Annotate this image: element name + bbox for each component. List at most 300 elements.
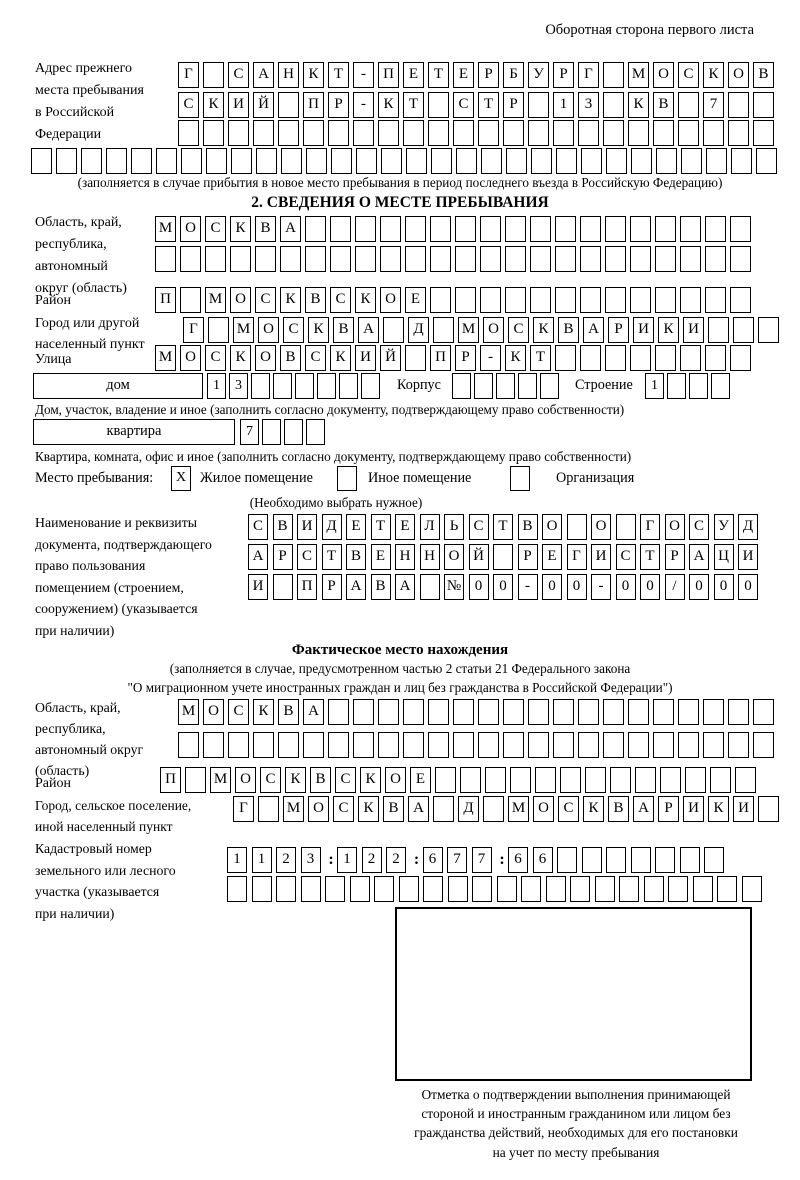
char-cell [535, 767, 556, 793]
char-cell [603, 732, 624, 758]
char-cell: С [297, 544, 317, 570]
char-cell: 6 [533, 847, 553, 873]
char-cell [353, 699, 374, 725]
char-cell: Р [273, 544, 293, 570]
char-cell [205, 246, 226, 272]
char-cell [680, 345, 701, 371]
char-cell [530, 287, 551, 313]
char-cell: - [480, 345, 501, 371]
char-cell: В [383, 796, 404, 822]
char-cell [156, 148, 177, 174]
char-cell [540, 373, 559, 399]
char-cell [546, 876, 566, 902]
char-cell [505, 246, 526, 272]
char-cell [630, 345, 651, 371]
char-cell [281, 148, 302, 174]
char-cell [256, 148, 277, 174]
char-cell: П [303, 92, 324, 118]
region-label [35, 212, 127, 300]
char-cell: Р [328, 92, 349, 118]
char-cell [330, 246, 351, 272]
char-cell [653, 699, 674, 725]
char-cell: 6 [508, 847, 528, 873]
char-cell [276, 876, 296, 902]
char-cell [331, 148, 352, 174]
char-cell [756, 148, 777, 174]
char-cell: Е [371, 544, 391, 570]
label-line: Город, сельское поселение, [35, 798, 192, 813]
char-cell [355, 246, 376, 272]
char-cell [505, 287, 526, 313]
char-cell [258, 796, 279, 822]
char-cell [556, 148, 577, 174]
house-caption: Дом, участок, владение и иное (заполнить согласно документу, подтверждающему право собственности) [35, 402, 625, 417]
char-cell: М [155, 216, 176, 242]
char-cell: Г [183, 317, 204, 343]
prev-address-row-3 [178, 120, 778, 146]
char-cell [528, 699, 549, 725]
house-number-row [207, 373, 383, 399]
char-cell: М [155, 345, 176, 371]
char-cell: Е [453, 62, 474, 88]
char-cell: С [228, 62, 249, 88]
char-cell [678, 732, 699, 758]
char-cell: К [708, 796, 729, 822]
actual-location-note [0, 660, 800, 697]
char-cell: Е [410, 767, 431, 793]
char-cell [253, 732, 274, 758]
char-cell [655, 345, 676, 371]
house-box: дом [33, 373, 203, 399]
char-cell: И [633, 317, 654, 343]
prev-address-label [35, 58, 144, 146]
confirmation-stamp-box [395, 907, 752, 1081]
char-cell [628, 732, 649, 758]
char-cell: В [305, 287, 326, 313]
char-cell [655, 216, 676, 242]
apartment-number-row [240, 419, 328, 445]
char-cell: К [658, 317, 679, 343]
char-cell: Й [380, 345, 401, 371]
apartment-caption: Квартира, комната, офис и иное (заполнить согласно документу, подтверждающему право собственности) [35, 449, 632, 464]
char-cell: Й [469, 544, 489, 570]
char-cell [728, 732, 749, 758]
char-cell [570, 876, 590, 902]
char-cell: В [255, 216, 276, 242]
char-cell: О [542, 514, 562, 540]
char-cell: 2 [276, 847, 296, 873]
colon-separator: : [413, 851, 420, 868]
char-cell [453, 120, 474, 146]
char-cell: С [260, 767, 281, 793]
char-cell [483, 796, 504, 822]
char-cell: О [653, 62, 674, 88]
char-cell [693, 876, 713, 902]
district-label: Район [35, 293, 71, 308]
char-cell [355, 216, 376, 242]
char-cell [733, 317, 754, 343]
label-line: (область) [35, 763, 90, 778]
prev-address-row-4 [31, 148, 781, 174]
label-line: гражданства действий, необходимых для его постановки [414, 1125, 738, 1141]
char-cell [317, 373, 336, 399]
char-cell [758, 317, 779, 343]
char-cell: Р [658, 796, 679, 822]
char-cell [567, 514, 587, 540]
char-cell: А [689, 544, 709, 570]
char-cell [711, 373, 730, 399]
char-cell [405, 345, 426, 371]
char-cell: Р [553, 62, 574, 88]
char-cell: Е [346, 514, 366, 540]
char-cell: Л [420, 514, 440, 540]
char-cell [753, 699, 774, 725]
char-cell: Г [567, 544, 587, 570]
char-cell: М [283, 796, 304, 822]
char-cell: Т [371, 514, 391, 540]
actual-location-title: Фактическое место нахождения [291, 642, 509, 658]
char-cell: 1 [337, 847, 357, 873]
label-line: Область, край, [35, 215, 122, 230]
char-cell [753, 120, 774, 146]
char-cell [155, 246, 176, 272]
char-cell: 3 [578, 92, 599, 118]
char-cell: В [278, 699, 299, 725]
char-cell [703, 699, 724, 725]
char-cell: П [160, 767, 181, 793]
char-cell [453, 699, 474, 725]
char-cell: 1 [207, 373, 226, 399]
char-cell [678, 699, 699, 725]
char-cell [630, 216, 651, 242]
char-cell [478, 732, 499, 758]
char-cell: 0 [469, 574, 489, 600]
char-cell [685, 767, 706, 793]
fact-region-row-1 [178, 699, 778, 725]
char-cell [706, 148, 727, 174]
label-line: на учет по месту пребывания [492, 1144, 660, 1160]
char-cell [403, 699, 424, 725]
char-cell [31, 148, 52, 174]
char-cell [580, 345, 601, 371]
char-cell: М [233, 317, 254, 343]
char-cell [178, 120, 199, 146]
char-cell [555, 345, 576, 371]
char-cell: А [253, 62, 274, 88]
char-cell: С [678, 62, 699, 88]
char-cell: С [558, 796, 579, 822]
char-cell: С [453, 92, 474, 118]
char-cell: И [297, 514, 317, 540]
char-cell: С [205, 216, 226, 242]
char-cell: 3 [301, 847, 321, 873]
char-cell [231, 148, 252, 174]
char-cell: А [583, 317, 604, 343]
char-cell [228, 120, 249, 146]
char-cell [728, 699, 749, 725]
label-line: "О миграционном учете иностранных граждан и лиц без гражданства в Российской Федерации") [127, 679, 673, 695]
label-line: право пользования [35, 558, 146, 573]
char-cell: 2 [362, 847, 382, 873]
section2-title: 2. СВЕДЕНИЯ О МЕСТЕ ПРЕБЫВАНИЯ [251, 194, 549, 211]
char-cell [708, 317, 729, 343]
char-cell [603, 62, 624, 88]
char-cell [578, 732, 599, 758]
char-cell: Р [503, 92, 524, 118]
char-cell [555, 246, 576, 272]
char-cell: 1 [252, 847, 272, 873]
char-cell: К [308, 317, 329, 343]
char-cell [668, 876, 688, 902]
char-cell [603, 92, 624, 118]
char-cell: Ц [714, 544, 734, 570]
char-cell: А [395, 574, 415, 600]
char-cell: 0 [640, 574, 660, 600]
char-cell: С [333, 796, 354, 822]
char-cell [735, 767, 756, 793]
char-cell: В [608, 796, 629, 822]
char-cell [403, 120, 424, 146]
char-cell: С [305, 345, 326, 371]
char-cell: М [458, 317, 479, 343]
label-line: стороной и иностранным гражданином или лицом без [421, 1106, 731, 1122]
char-cell: А [248, 544, 268, 570]
char-cell: О [533, 796, 554, 822]
label-line: Адрес прежнего [35, 61, 132, 76]
char-cell: Т [493, 514, 513, 540]
char-cell [472, 876, 492, 902]
label-line: в Российской [35, 105, 115, 120]
char-cell [325, 876, 345, 902]
char-cell [595, 876, 615, 902]
char-cell [578, 120, 599, 146]
char-cell [306, 419, 325, 445]
char-cell: Т [328, 62, 349, 88]
char-cell [680, 847, 700, 873]
char-cell [295, 373, 314, 399]
char-cell: 6 [423, 847, 443, 873]
label-line: республика, [35, 721, 106, 736]
char-cell [730, 345, 751, 371]
residential-label: Жилое помещение [200, 470, 313, 486]
char-cell [555, 287, 576, 313]
char-cell: В [273, 514, 293, 540]
char-cell: 3 [229, 373, 248, 399]
char-cell: К [360, 767, 381, 793]
char-cell: Г [233, 796, 254, 822]
char-cell: Т [322, 544, 342, 570]
char-cell: О [380, 287, 401, 313]
char-cell: О [665, 514, 685, 540]
char-cell [656, 148, 677, 174]
label-line: Федерации [35, 127, 102, 142]
char-cell: Е [542, 544, 562, 570]
char-cell [631, 148, 652, 174]
char-cell [730, 287, 751, 313]
char-cell: К [628, 92, 649, 118]
char-cell [301, 876, 321, 902]
char-cell: П [430, 345, 451, 371]
char-cell [448, 876, 468, 902]
char-cell: С [689, 514, 709, 540]
char-cell [253, 120, 274, 146]
char-cell [305, 216, 326, 242]
char-cell [455, 246, 476, 272]
char-cell: 2 [386, 847, 406, 873]
char-cell: К [303, 62, 324, 88]
char-cell [531, 148, 552, 174]
char-cell [378, 699, 399, 725]
char-cell: К [285, 767, 306, 793]
char-cell [203, 120, 224, 146]
char-cell [430, 287, 451, 313]
char-cell: К [230, 345, 251, 371]
char-cell [430, 216, 451, 242]
char-cell [555, 216, 576, 242]
char-cell: В [518, 514, 538, 540]
char-cell [496, 373, 515, 399]
char-cell: Е [403, 62, 424, 88]
char-cell [480, 287, 501, 313]
colon-separator: : [328, 851, 334, 868]
char-cell [303, 120, 324, 146]
char-cell [405, 216, 426, 242]
char-cell: О [483, 317, 504, 343]
organization-checkbox [510, 466, 530, 491]
char-cell [497, 876, 517, 902]
char-cell [485, 767, 506, 793]
colon-separator: : [499, 851, 505, 868]
char-cell [460, 767, 481, 793]
char-cell [616, 514, 636, 540]
char-cell: О [235, 767, 256, 793]
label-line: при наличии) [35, 905, 115, 921]
char-cell [180, 246, 201, 272]
char-cell [262, 419, 281, 445]
char-cell [678, 120, 699, 146]
cadastral-row-1 [227, 847, 729, 873]
char-cell [680, 246, 701, 272]
char-cell: С [228, 699, 249, 725]
char-cell: К [230, 216, 251, 242]
char-cell [255, 246, 276, 272]
char-cell: Н [420, 544, 440, 570]
char-cell [206, 148, 227, 174]
char-cell: В [371, 574, 391, 600]
district-row [155, 287, 755, 313]
char-cell [455, 287, 476, 313]
label-line: сооружением) (указывается [35, 601, 198, 616]
char-cell: А [633, 796, 654, 822]
char-cell: А [408, 796, 429, 822]
fact-city-label [35, 796, 191, 837]
char-cell [521, 876, 541, 902]
char-cell: 7 [472, 847, 492, 873]
char-cell: Т [478, 92, 499, 118]
organization-label: Организация [556, 470, 635, 486]
char-cell [630, 287, 651, 313]
char-cell: К [378, 92, 399, 118]
char-cell [681, 148, 702, 174]
prev-address-note: (заполняется в случае прибытия в новое место пребывания в период последнего въезда в Российскую Федерацию) [77, 175, 723, 190]
char-cell: / [665, 574, 685, 600]
char-cell [380, 246, 401, 272]
label-line: автономный округ [35, 742, 144, 757]
char-cell [106, 148, 127, 174]
char-cell [582, 847, 602, 873]
char-cell [383, 317, 404, 343]
char-cell: 0 [616, 574, 636, 600]
char-cell [278, 120, 299, 146]
char-cell [635, 767, 656, 793]
char-cell: - [518, 574, 538, 600]
street-label: Улица [35, 352, 72, 367]
char-cell [753, 92, 774, 118]
char-cell [280, 246, 301, 272]
char-cell: О [255, 345, 276, 371]
char-cell: В [653, 92, 674, 118]
char-cell [433, 317, 454, 343]
char-cell [605, 246, 626, 272]
label-line: земельного или лесного [35, 862, 176, 878]
char-cell [703, 732, 724, 758]
other-premises-label: Иное помещение [368, 470, 472, 486]
char-cell [585, 767, 606, 793]
char-cell [185, 767, 206, 793]
char-cell: О [180, 216, 201, 242]
char-cell: С [469, 514, 489, 540]
char-cell [510, 767, 531, 793]
char-cell: 1 [227, 847, 247, 873]
label-line: Кадастровый номер [35, 841, 152, 856]
char-cell [428, 120, 449, 146]
char-cell: К [358, 796, 379, 822]
char-cell [278, 732, 299, 758]
char-cell: В [558, 317, 579, 343]
char-cell [56, 148, 77, 174]
char-cell: Р [455, 345, 476, 371]
char-cell: О [591, 514, 611, 540]
char-cell [705, 216, 726, 242]
char-cell [653, 732, 674, 758]
char-cell: И [591, 544, 611, 570]
char-cell: К [330, 345, 351, 371]
char-cell [478, 699, 499, 725]
char-cell: К [355, 287, 376, 313]
char-cell [655, 847, 675, 873]
char-cell [428, 92, 449, 118]
region-row-1 [155, 216, 755, 242]
page-side-note: Оборотная сторона первого листа [545, 22, 754, 38]
char-cell [284, 419, 303, 445]
char-cell: И [248, 574, 268, 600]
char-cell [655, 287, 676, 313]
char-cell: Р [608, 317, 629, 343]
char-cell [705, 345, 726, 371]
char-cell: 0 [567, 574, 587, 600]
char-cell [428, 732, 449, 758]
char-cell: 1 [645, 373, 664, 399]
char-cell: В [333, 317, 354, 343]
char-cell: О [444, 544, 464, 570]
char-cell [503, 699, 524, 725]
char-cell [403, 732, 424, 758]
document-label [35, 512, 212, 641]
char-cell: С [283, 317, 304, 343]
char-cell: 7 [703, 92, 724, 118]
char-cell: Г [578, 62, 599, 88]
char-cell [717, 876, 737, 902]
